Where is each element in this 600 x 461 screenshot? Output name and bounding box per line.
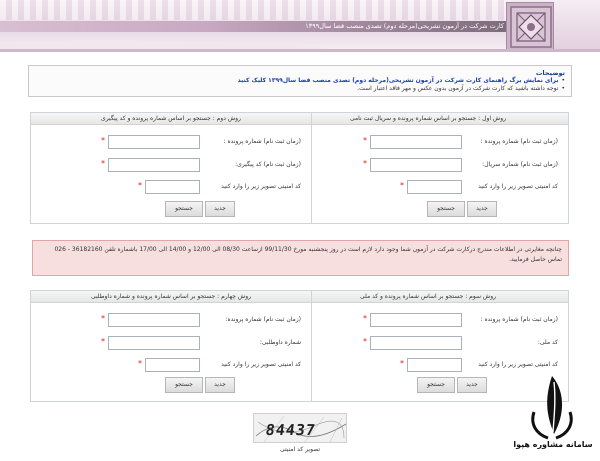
method-1-serial-row bbox=[288, 158, 568, 172]
captcha-code: 84437 bbox=[264, 421, 318, 439]
notice-photo-text: توجه داشته باشید که کارت شرکت در آزمون بدون عکس و مهر فاقد اعتبار است. bbox=[357, 85, 559, 92]
captcha-input-label: کد امنیتی تصویر زیر را وارد کنید bbox=[221, 361, 301, 368]
method-3-search-button[interactable]: جستجو bbox=[417, 377, 455, 393]
method-4-reset-button[interactable]: جدید bbox=[205, 377, 235, 393]
required-star-icon: * bbox=[363, 314, 367, 323]
method-1-file-row bbox=[288, 135, 568, 149]
quill-pen-icon bbox=[512, 372, 592, 442]
method-2-reset-button[interactable]: جدید bbox=[205, 201, 235, 217]
page-header bbox=[0, 0, 600, 52]
method-4-applicant-number-input[interactable] bbox=[108, 336, 200, 350]
captcha-caption: تصویر کد امنیتی bbox=[279, 446, 321, 453]
panel-method-4-title: روش چهارم : جستجو بر اساس شماره پرونده و شماره داوطلبی bbox=[31, 291, 311, 303]
file-number-label: (زمان ثبت نام) شماره پرونده : bbox=[223, 138, 301, 145]
logo-emblem-icon bbox=[507, 3, 555, 51]
required-star-icon: * bbox=[363, 136, 367, 145]
method-3-file-row bbox=[288, 313, 568, 327]
method-2-search-button[interactable]: جستجو bbox=[165, 201, 203, 217]
notice-title: توضیحات bbox=[535, 69, 565, 77]
method-1-captcha-input[interactable] bbox=[407, 180, 462, 194]
required-star-icon: * bbox=[101, 159, 105, 168]
tracking-code-label: (زمان ثبت نام) کد پیگیری: bbox=[235, 161, 301, 168]
method-4-captcha-row bbox=[31, 358, 311, 372]
required-star-icon: * bbox=[363, 159, 367, 168]
method-1-reset-button[interactable]: جدید bbox=[467, 201, 497, 217]
watermark-text: سامانه مشاوره هپوا bbox=[513, 440, 593, 449]
national-id-label: کد ملی: bbox=[537, 339, 558, 346]
captcha-input-label: کد امنیتی تصویر زیر را وارد کنید bbox=[221, 183, 301, 190]
panel-method-1 bbox=[287, 112, 569, 224]
captcha-noise-icon bbox=[254, 414, 348, 444]
captcha-image bbox=[253, 413, 347, 443]
method-3-national-id-input[interactable] bbox=[370, 336, 462, 350]
required-star-icon: * bbox=[138, 359, 142, 368]
method-3-national-id-row bbox=[288, 336, 568, 350]
method-4-file-row bbox=[31, 313, 311, 327]
warning-text: چنانچه مغایرتی در اطلاعات مندرج درکارت شرکت در آزمون شما وجود دارد لازم است در روز پنجشنبه مورخ 99/11/30 ازساعت 08/30 الی 12/00 و 14/00 الی 17/00 باشماره تلفن 36182160 - 026 تماس حاصل فرمایید. bbox=[54, 246, 562, 263]
method-2-tracking-row bbox=[31, 158, 311, 172]
method-1-file-number-input[interactable] bbox=[370, 135, 462, 149]
method-3-buttons bbox=[413, 377, 493, 393]
header-lace-decoration bbox=[0, 0, 510, 20]
method-4-search-button[interactable]: جستجو bbox=[165, 377, 203, 393]
method-1-serial-number-input[interactable] bbox=[370, 158, 462, 172]
method-4-captcha-input[interactable] bbox=[145, 358, 200, 372]
guide-link[interactable]: برای نمایش برگ راهنمای کارت شرکت در آزمون تشریحی(مرحله دوم) تصدی منصب قضا سال۱۳۹۹ کلیک کنید bbox=[237, 77, 559, 84]
site-logo bbox=[506, 2, 554, 50]
notice-item-guide[interactable] bbox=[35, 77, 565, 85]
required-star-icon: * bbox=[400, 181, 404, 190]
method-2-file-number-input[interactable] bbox=[108, 135, 200, 149]
captcha-input-label: کد امنیتی تصویر زیر را وارد کنید bbox=[478, 361, 558, 368]
serial-number-label: (زمان ثبت نام) شماره سریال: bbox=[482, 161, 558, 168]
panel-method-1-title: روش اول : جستجو بر اساس شماره پرونده و سریال ثبت نامی bbox=[288, 113, 568, 125]
required-star-icon: * bbox=[400, 359, 404, 368]
notice-box bbox=[28, 65, 572, 97]
notice-item-photo bbox=[35, 85, 565, 93]
method-3-file-number-input[interactable] bbox=[370, 313, 462, 327]
file-number-label: (زمان ثبت نام) شماره پرونده : bbox=[480, 138, 558, 145]
method-4-buttons bbox=[161, 377, 241, 393]
file-number-label: (زمان ثبت نام) شماره پرونده: bbox=[225, 316, 301, 323]
method-4-applicant-row bbox=[31, 336, 311, 350]
method-2-captcha-input[interactable] bbox=[145, 180, 200, 194]
notice-list bbox=[35, 77, 565, 93]
panel-method-4 bbox=[30, 290, 312, 402]
method-2-file-row bbox=[31, 135, 311, 149]
required-star-icon: * bbox=[101, 314, 105, 323]
method-2-buttons bbox=[161, 201, 241, 217]
method-3-captcha-input[interactable] bbox=[407, 358, 462, 372]
file-number-label: (زمان ثبت نام) شماره پرونده : bbox=[480, 316, 558, 323]
panel-method-2 bbox=[30, 112, 312, 224]
panel-method-3-title: روش سوم : جستجو بر اساس شماره پرونده و کد ملی bbox=[288, 291, 568, 303]
method-4-file-number-input[interactable] bbox=[108, 313, 200, 327]
contact-warning-box bbox=[32, 240, 569, 276]
applicant-number-label: شماره داوطلبی: bbox=[259, 339, 301, 346]
captcha-input-label: کد امنیتی تصویر زیر را وارد کنید bbox=[478, 183, 558, 190]
required-star-icon: * bbox=[138, 181, 142, 190]
required-star-icon: * bbox=[363, 337, 367, 346]
method-1-buttons bbox=[423, 201, 503, 217]
header-banner-text: کارت شرکت در آزمون تشریحی(مرحله دوم) تصدی منصب قضا سال۱۳۹۹ bbox=[305, 22, 504, 30]
method-1-captcha-row bbox=[288, 180, 568, 194]
method-1-search-button[interactable]: جستجو bbox=[427, 201, 465, 217]
panel-method-2-title: روش دوم : جستجو بر اساس شماره پرونده و کد پیگیری bbox=[31, 113, 311, 125]
required-star-icon: * bbox=[101, 337, 105, 346]
method-2-tracking-code-input[interactable] bbox=[108, 158, 200, 172]
method-2-captcha-row bbox=[31, 180, 311, 194]
method-3-captcha-row bbox=[288, 358, 568, 372]
method-3-reset-button[interactable]: جدید bbox=[457, 377, 487, 393]
required-star-icon: * bbox=[101, 136, 105, 145]
header-bottom-strip bbox=[0, 49, 600, 52]
